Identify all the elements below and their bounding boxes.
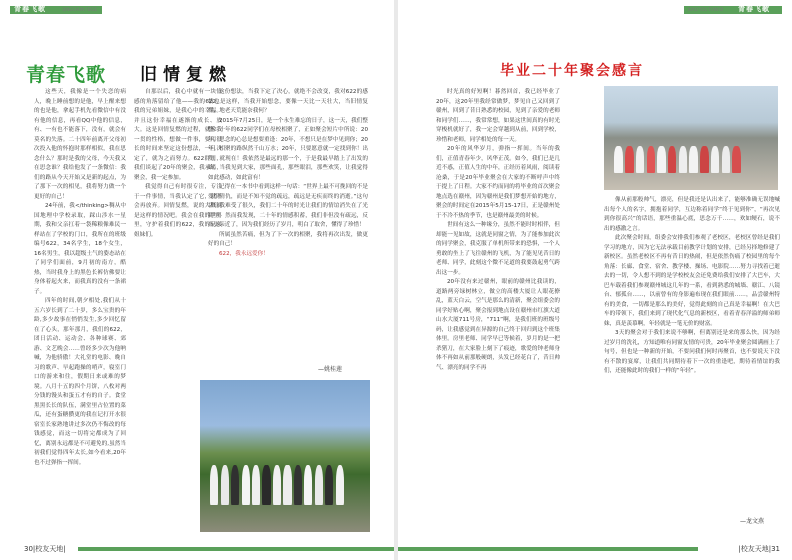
paragraph: 自那以后，我心中就有一块情感的角落留给了他——我的622，我的兄弟姐妹，是我心中的幸福。并且这份幸福在遂渐的成长、放大。这是回情复燃的过程，就像我一贯的性格，想做一件事，要用很长的时间来坚定这份想法，一旦决定了，就为之而努力。622群里，我们谈起了20年的聚会，我承诺，聚会，我一定参加。 <box>134 89 222 181</box>
signature: —龙文燕 <box>740 518 765 525</box>
paragraph: 3天的聚会对于我们来说不够啊，但离别还是来的那么快，因为经过岁月的洗礼，方知道唯有同窗友情的可贵，20年毕业聚会圆满画上了句号，但也是一种新的开始，不要问我们何时再聚首，也不要说天下没有不散的宴席，让我们共同期待着下一次的重逢吧，期待着情谊的我们，还能像此时的我们一样的“年轻”。 <box>604 330 780 374</box>
group-photo <box>604 86 778 190</box>
paragraph: 这些天，我像是一个失恋的病人，晚上睡前想的是他，早上醒来想的也是他，拿起手机先看微信中有没有他的信息，再看QQ中他的信息，有、一有也不能落下，没有，就会有莫名的失落。二十四年前离开父母初次投入他的怀抱时那样相似，我在思念什么？那时是我的父母，今天我又在思念谁？我给他发了一条微信：我们的路从今天开始又是新的起点，为了那下一次的相见，我将努力做一个更好的自己！ <box>34 89 126 200</box>
paragraph: 我觉得自己有时很专注，专注于一件事情，当我认定了它，就不会再放弃。回情复燃，说的大概就是这样的情况吧。我会在我的世界里，守护着我们的622，我的兄弟姐妹们。 <box>134 184 222 238</box>
paragraph: 20年的风华岁月，弹指一挥间。当年的我们，正值青春年少，风华正茂。如今，我们已是几近不惑，正值人生的中年，正经历着风雨，阅读着沧桑，于是20年毕业聚会在大家的不断呼声中终于提上了日程。大家不约而同的将毕业的首次聚会地点选在赣州，因为赣州是我们梦想开始的地方，聚会的时间定在2015年5月15-17日，正是赣州处于不冷不热的季节，也是赣州最美的时候。 <box>436 146 560 219</box>
footer-accent-bar <box>78 547 394 551</box>
article-column-1 <box>34 88 126 534</box>
header-section-pinyin: QINGCHUN FEIGE <box>62 7 98 12</box>
header-section-name: 青春飞歌 <box>738 5 770 13</box>
left-page <box>0 0 394 560</box>
paragraph: 四年的时间,朝夕相处,我们从十五六岁长到了二十岁，多么宝贵的年龄,多少故事在悄悄发生,多少回忆留在了心头，那年那月，我们的622，团日活动、运动会、各种球赛、郊游、文艺晚会……曾经多少次为他呐喊，为他骄傲！大礼堂的电影、晚自习的歌声、早起跑操的哨声，寝室门口的游来和往，假期日来或难的梦境。八月十五的四个月饼，八枚对两分钱的馒头和蛋五才有的自子。食堂黑黑长长的队伍，满堂里占位置的菜瓜，还有蛋糖攒更的我在记打开水很宿室长家熟地讲过多次仍不悔改的每钱感觉，而这一切将完都成为了回忆，离别永远都是不可避免的,虽然当初我们觉得四年太长,如今看来,20年也不过弹指一挥间。 <box>34 298 126 466</box>
article-title: 毕业二十年聚会感言 <box>500 63 644 79</box>
highlight-line: 622，我永远爱你！ <box>219 250 269 257</box>
paragraph: 时光真的好短啊！暮然回首，我已经毕业了20年，这20年里我经常做梦，梦见自己又回到了赣州，回到了昔日熟悉的校园，见到了亲爱的老师和同学们……，我常常想，如果这世间真的有时光穿梭机就好了，我一定会穿越到从前，回到学校，珍惜和老师，同学相处的每一天。 <box>436 89 560 143</box>
footer-accent-bar <box>398 547 698 551</box>
paragraph: 此次聚会时间，组委会安排我们参观了老校区，老校区曾经是我们学习的地方，因为它无法承载目前教学计划的安排，已经另择地修建了新校区。虽然老校区不再有昔日的热闹，但是依然伤痛了校园里的每个角落：长廊、食堂、宿舍、教学楼、操场、电影院……努力寻找着已逝去的一切，令人想不到的是学校校友会还免费给我们安排了大巴车，大巴车载着我们参观赣州城这几年的一系，看到熟悉的城墙、赣江、八镜台、郁孤台……，以前曾有的身影遍布现在我们眼前……，品尝赣州特有的美食，一切都是那么的美好，觉得此刻的自己真是幸福啊！在大巴车的带领下，我们来到了现代化气息的新校区，看着青春洋溢的师弟师妹，真是羡慕啊，年轻就是一笔无价的财富。 <box>604 235 780 327</box>
article-column-3 <box>208 88 368 350</box>
photo-people-row <box>210 465 360 505</box>
paragraph: 世间有这么一种缘分，虽然不能时时相伴，但却能一见如故，这就是同窗之情，为了能参加此次的同学聚会，我克服了单机所带来的恐惧，一个人勇敢的坐上了飞往赣州的飞机，为了能见见昔日的老师、同学，此刻这个微不足道的我要鼓起勇气跨出这一步。 <box>436 222 560 276</box>
article-column-1 <box>436 88 560 534</box>
section-title: 青春飞歌 <box>26 64 107 86</box>
right-page <box>398 0 792 560</box>
header-section-pinyin: XIAO YOU TIAN DI <box>688 7 724 12</box>
paragraph: 24年前，我</thinking>稠从中国地理中学校录取，踩山涉水一星期，我和父亲扛着一袋稀粮像难民一样站在了学校的门口，我所在的班级编号622，34名学生，18个女生，16名男生，我以超级土气的姿态站在了同学们面前，9月初的南方，酷热，当时我身上的黑色长裤仿佛要让身体着起火来，而我真的没有一条裙子。 <box>34 203 126 295</box>
paragraph: 2015年7月25日，是一个永生难忘的日子，这一天，我们整整二十年的622同学们在母校相聚了，正如聚会短片中所说：20年，思念的心总是想要重逢：20年，不想只是在梦中见到你；20年，相聚的路纵然千山万水；20年，只要愿意就一定找到你！出发，就现在！我依然是最远的那一个，于是我最早踏上了出发的路，当我见到大家，那些面孔，那些眼泪，那些欢笑，让我觉得如此感动，如此富有！ <box>208 117 368 181</box>
paragraph: 像从前那般帅气，漂亮，但是我还是认出来了，能够准确无误地喊出每个人的名字，拥抱着同学，互边称着同学“终于见到你”，“再次见到你很高兴”的话语，那些重温心底，思念万千……，欢如鲠石，说不出的感激之言。 <box>604 197 780 232</box>
article-title: 旧情复燃 <box>140 65 232 85</box>
paragraph: 这份想法，当我下定了决心，就绝不会改变，我对622的感情也是这样，当我开始想念，要像一天比一天壮大，当旧情复燃，地老天荒能奈我何？ <box>208 89 368 114</box>
paragraph: 记得在一本书中看到这样一句话：“世界上最不可挽回的不是爱恨情仇，而是不知不觉的疏远，疏远是无疾而终的消逝。”这句话让我难受了很久，我们二十年的时光让我们的情谊消失在了光阴里，然而我发现，二十年的情感积蓄，我们非但没有疏远，反而更亲近了，因为我们经历了岁月，明白了取舍，懂得了珍惜！ <box>208 184 368 228</box>
paragraph: 20年没有来过赣州，眼前的赣州比我读的，道路两旁绿树林立，做立的高楼大厦让人眼花撩乱，蓝天白云，空气是那么的清新，聚会组委会的同学好贴心啊，聚会报到地点设在赣州市红旗大道山水大厦711号房，“711”啊，是我们班的班级号码，让我感觉到在异源的自己终于回归到这个班集体里。房里老师、同学早已等候着，岁月的是一把杀猪刀，在大家脸上刻下了痕迹，歌爱的钟老师身体不再如从前那般硬朗，头发已经花白了，昔日帅气、漂亮的同学不再 <box>436 279 560 371</box>
page-number: 30|校友天地| <box>24 545 66 553</box>
signature: —姚桂莲 <box>318 366 343 373</box>
paragraph: 所属虽然苦痛，但为了下一次的相聚，我将再次出发，做更好的自己！ <box>208 231 368 247</box>
article-column-2 <box>604 196 780 534</box>
page-number: |校友天地|31 <box>738 545 780 553</box>
photo-people-row <box>614 146 767 173</box>
group-photo <box>200 380 370 532</box>
header-section-name: 青春飞歌 <box>14 5 46 13</box>
